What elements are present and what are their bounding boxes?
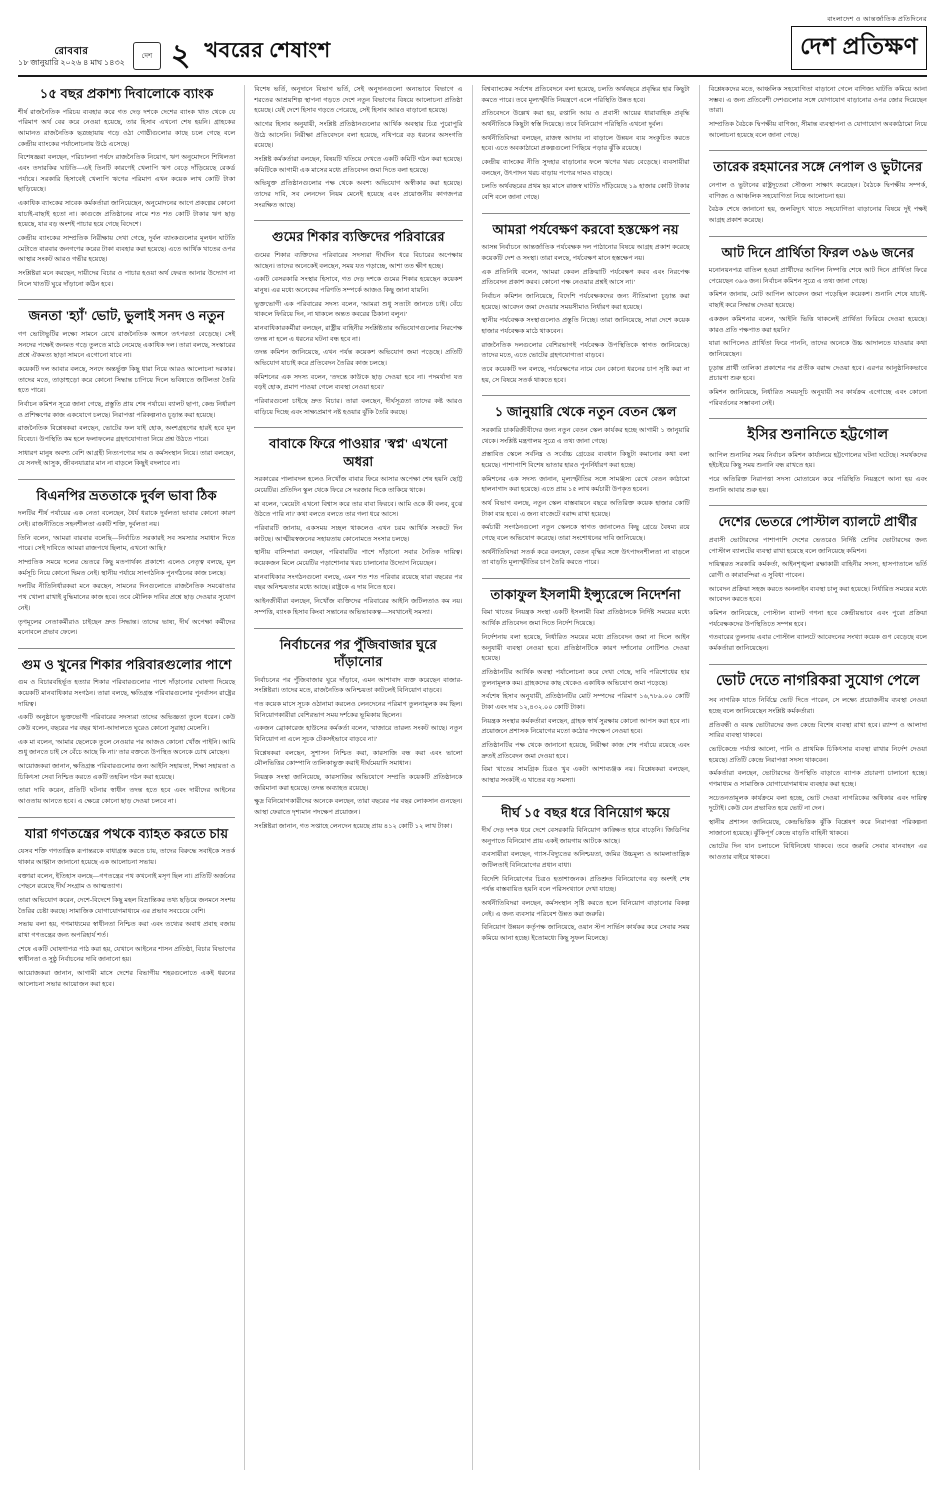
article-paragraph: অর্থনীতিবিদরা বলছেন, রাজস্ব আদায় না বাড়ালে উন্নয়ন ব্যয় সংকুচিত করতে হবে। এতে অবকাঠামো প্রকল্পগুলো পিছিয়ে পড়ার ঝুঁকি রয়েছে। <box>481 134 690 153</box>
date-block <box>18 45 125 71</box>
article-paragraph: মানবাধিকারকর্মীরা বলছেন, রাষ্ট্রীয় বাহিনীর সংশ্লিষ্টতার অভিযোগগুলোর নিরপেক্ষ তদন্ত না হলে এ ধরনের ঘটনা বন্ধ হবে না। <box>254 324 463 343</box>
article-body <box>709 696 927 863</box>
article-paragraph: রাজনৈতিক দলগুলোর বেশিরভাগই পর্যবেক্ষক উপস্থিতিকে স্বাগত জানিয়েছে। তাদের মতে, এতে ভোটের গ্রহণযোগ্যতা বাড়বে। <box>481 341 690 360</box>
article-paragraph: ভোটকেন্দ্রে পর্যাপ্ত আলো, পানি ও প্রাথমিক চিকিৎসার ব্যবস্থা রাখার নির্দেশ দেওয়া হয়েছে। প্রতিটি কেন্দ্রে নিরাপত্তা সদস্য থাকবেন। <box>708 745 927 764</box>
article-headline: জনতা 'হ্যাঁ' ভোট, ভুলাই সনদ ও নতুন <box>28 308 225 324</box>
article-paragraph: দলটির শীর্ষ পর্যায়ের এক নেতা বলেছেন, ধৈর্য ধরাকে দুর্বলতা ভাবার কোনো কারণ নেই। রাজনীতিতে সহনশীলতা একটি শক্তি, দুর্বলতা নয়। <box>18 510 236 529</box>
article-paragraph: পরিবারগুলো চাইছে দ্রুত বিচার। তারা বলছেন, দীর্ঘসূত্রতা তাদের কষ্ট আরও বাড়িয়ে দিচ্ছে এবং সাক্ষ্যপ্রমাণ নষ্ট হওয়ার ঝুঁকি তৈরি করছে। <box>254 398 463 416</box>
article <box>709 244 927 410</box>
article <box>18 656 235 808</box>
article-paragraph: প্রতিষ্ঠানটির আর্থিক অবস্থা পর্যালোচনা করে দেখা গেছে, দাবি পরিশোধের হার তুলনামূলক কম। গ্রাহকদের কাছ থেকেও একাধিক অভিযোগ জমা পড়েছে। <box>481 668 690 687</box>
article-paragraph: নিয়ন্ত্রক সংস্থা জানিয়েছে, কারসাজির অভিযোগে সম্প্রতি কয়েকটি প্রতিষ্ঠানকে জরিমানা করা হয়েছে। তদন্ত অব্যাহত রয়েছে। <box>254 773 463 792</box>
article-paragraph: বিশেষজ্ঞরা বলছেন, পরিচালনা পর্ষদে রাজনৈতিক নিয়োগ, ঋণ অনুমোদনে শিথিলতা এবং তদারকির ঘাটতি—এই তিনটি কারণেই খেলাপি ঋণ বেড়ে দাঁড়িয়েছে রেকর্ড পর্যায়ে। সরকারি হিসাবেই খেলাপি ঋণের পরিমাণ এখন কয়েক লাখ কোটি টাকা ছাড়িয়েছে। <box>18 154 236 194</box>
article-body <box>709 181 927 227</box>
article-columns <box>18 85 927 1470</box>
article <box>709 85 927 141</box>
article-paragraph: কয়েকটি দল আবার বলছে, সনদে অন্তর্ভুক্ত কিছু ধারা নিয়ে আরও আলোচনা দরকার। তাদের মতে, তাড়াহুড়ো করে কোনো সিদ্ধান্ত চাপিয়ে দিলে ভবিষ্যতে জটিলতা তৈরি হতে পারে। <box>18 365 236 395</box>
article <box>482 403 690 569</box>
article-divider <box>18 299 235 300</box>
article-headline: ১ জানুয়ারি থেকে নতুন বেতন স্কেল <box>494 404 677 420</box>
article-paragraph: প্রতিবন্ধী ও বয়স্ক ভোটারদের জন্য কেন্দ্রে বিশেষ ব্যবস্থা রাখা হবে। র‍্যাম্প ও আলাদা সারির ব্যবস্থা থাকবে। <box>708 721 927 740</box>
article-paragraph: তদন্ত কমিশন জানিয়েছে, এখন পর্যন্ত কয়েকশ অভিযোগ জমা পড়েছে। প্রতিটি অভিযোগ যাচাই করে প্রতিবেদন তৈরির কাজ চলছে। <box>254 349 463 367</box>
publication-date: ১৮ জানুয়ারি ২০২৬ ৪ মাঘ ১৪৩২ <box>18 58 125 68</box>
article-paragraph: বিমা খাতের নিয়ন্ত্রক সংস্থা একটি ইসলামী বিমা প্রতিষ্ঠানকে নির্দিষ্ট সময়ের মধ্যে আর্থিক প্রতিবেদন জমা দিতে নির্দেশ দিয়েছে। <box>481 609 690 628</box>
article <box>482 804 690 945</box>
article-paragraph: চূড়ান্ত প্রার্থী তালিকা প্রকাশের পর প্রতীক বরাদ্দ দেওয়া হবে। এরপর আনুষ্ঠানিকভাবে প্রচারণা শুরু হবে। <box>708 364 927 383</box>
article-paragraph: প্রস্তাবিত স্কেলে সর্বনিম্ন ও সর্বোচ্চ গ্রেডের ব্যবধান কিছুটা কমানোর কথা বলা হয়েছে। পাশাপাশি বিশেষ ভাতার হারও পুনর্নির্ধারণ করা হচ্ছে। <box>481 451 690 469</box>
article-paragraph: বিশ্লেষকরা বলছেন, সুশাসন নিশ্চিত করা, কারসাজি বন্ধ করা এবং ভালো মৌলভিত্তির কোম্পানি তালিকাভুক্ত করাই দীর্ঘমেয়াদি সমাধান। <box>254 749 463 768</box>
article-divider <box>482 395 690 396</box>
article-paragraph: সর্বশেষ হিসাব অনুযায়ী, প্রতিষ্ঠানটির মোট সম্পদের পরিমাণ ১৬,৭৮৯.০০ কোটি টাকা এবং দায় ১২,৪৩২.০০ কোটি টাকা। <box>481 693 690 711</box>
article-body <box>254 676 462 833</box>
article <box>709 672 927 864</box>
masthead-kicker: বাংলাদেশ ও আন্তর্জাতিক প্রতিদিনের <box>827 16 927 23</box>
article-divider <box>482 578 690 579</box>
article-paragraph: গত কয়েক মাসে সূচক ওঠানামা করলেও লেনদেনের পরিমাণ তুলনামূলক কম ছিল। বিনিয়োগকারীরা বেশিরভাগ সময় দর্শকের ভূমিকায় ছিলেন। <box>254 700 463 719</box>
article-divider <box>709 150 927 151</box>
article-paragraph: শীর্ষ রাজনৈতিক পরিচয় ব্যবহার করে গত দেড় দশকে দেশের ব্যাংক খাত থেকে যে পরিমাণ অর্থ বের করে নেওয়া হয়েছে, তার হিসাব এখনো শেষ হয়নি। গ্রাহকের আমানত রাজনৈতিক ছত্রচ্ছায়ায় গড়ে ওঠা গোষ্ঠীগুলোর কাছে চলে গেছে বলে কেন্দ্রীয় ব্যাংকের পর্যালোচনায় উঠে এসেছে। <box>18 108 236 148</box>
article-paragraph: অভিযুক্ত প্রতিষ্ঠানগুলোর পক্ষ থেকে অবশ্য অভিযোগ অস্বীকার করা হয়েছে। তাদের দাবি, সব লেনদেন নিয়ম মেনেই হয়েছে এবং প্রয়োজনীয় কাগজপত্র সংরক্ষিত আছে। <box>254 180 463 209</box>
article-headline: আট দিনে প্রার্থিতা ফিরল ৩৯৬ জনের <box>721 244 915 260</box>
column-3 <box>473 85 700 1470</box>
article <box>709 426 927 496</box>
article-divider <box>482 213 690 214</box>
article-body <box>709 451 927 497</box>
article-paragraph: তিনি বলেন, 'আমরা বারবার বলেছি—নির্বাচিত সরকারই সব সমস্যার সমাধান দিতে পারে। সেই দাবিতে আমরা রাজপথে ছিলাম, এখনো আছি।' <box>18 534 236 553</box>
column-2 <box>245 85 472 1470</box>
article-paragraph: স্থানীয় পর্যবেক্ষক সংস্থাগুলোও প্রস্তুতি নিচ্ছে। তারা জানিয়েছে, সারা দেশে কয়েক হাজার পর্যবেক্ষক মাঠে থাকবেন। <box>481 317 690 335</box>
article-body <box>254 85 462 211</box>
article-paragraph: শেষে একটি ঘোষণাপত্র পাঠ করা হয়, যেখানে আইনের শাসন প্রতিষ্ঠা, বিচার বিভাগের স্বাধীনতা ও সুষ্ঠু নির্বাচনের দাবি জানানো হয়। <box>18 945 236 964</box>
article-paragraph: নেপাল ও ভুটানের রাষ্ট্রদূতেরা সৌজন্য সাক্ষাৎ করেছেন। বৈঠকে দ্বিপক্ষীয় সম্পর্ক, বাণিজ্য ও আঞ্চলিক সহযোগিতা নিয়ে আলোচনা হয়। <box>708 181 927 200</box>
article-paragraph: দায়িত্বরত সরকারি কর্মকর্তা, আইনশৃঙ্খলা রক্ষাকারী বাহিনীর সদস্য, হাসপাতালে ভর্তি রোগী ও কারাবন্দিরা এ সুবিধা পাবেন। <box>708 561 927 580</box>
logo-icon: দেশ <box>133 42 161 70</box>
article-paragraph: অর্থনীতিবিদরা বলছেন, কর্মসংস্থান সৃষ্টি করতে হলে বিনিয়োগ বাড়ানোর বিকল্প নেই। এ জন্য ব্যবসার পরিবেশ উন্নত করা জরুরি। <box>481 900 690 918</box>
article-paragraph: পরিবারটি জানায়, একসময় সচ্ছল থাকলেও এখন চরম আর্থিক সংকটে দিন কাটছে। আত্মীয়স্বজনের সহায়তায় কোনোমতে সংসার চলছে। <box>254 525 463 543</box>
article-paragraph: দীর্ঘ দেড় দশক ধরে দেশে বেসরকারি বিনিয়োগ কাঙ্ক্ষিত হারে বাড়েনি। জিডিপির অনুপাতে বিনিয়োগ প্রায় একই জায়গায় আটকে আছে। <box>481 827 690 845</box>
article-paragraph: সরকারের পালাবদল হলেও নিখোঁজ বাবার ফিরে আসার অপেক্ষা শেষ হয়নি ছোট্ট মেয়েটির। প্রতিদিন স্কুল থেকে ফিরে সে দরজার দিকে তাকিয়ে থাকে। <box>254 476 463 495</box>
article-headline: আমরা পর্যবেক্ষণ করবো হস্তক্ষেপ নয় <box>492 221 679 237</box>
article-divider <box>709 505 927 506</box>
article-paragraph: প্রবাসী ভোটারদের পাশাপাশি দেশের ভেতরেও নির্দিষ্ট শ্রেণির ভোটারদের জন্য পোস্টাল ব্যালটের ব্যবস্থা রাখা হয়েছে বলে জানিয়েছে কমিশন। <box>708 537 927 555</box>
article-body <box>18 108 235 291</box>
article-paragraph: বিশ্লেষকদের মতে, আঞ্চলিক সহযোগিতা বাড়ানো গেলে বাণিজ্য ঘাটতি কমিয়ে আনা সম্ভব। এ জন্য প্রতিবেশী দেশগুলোর সঙ্গে যোগাযোগ বাড়ানোর ওপর জোর দিয়েছেন তারা। <box>708 86 927 115</box>
article-paragraph: নির্বাচনের পর পুঁজিবাজার ঘুরে দাঁড়াবে, এমন আশাবাদ ব্যক্ত করেছেন বাজার-সংশ্লিষ্টরা। তাদের মতে, রাজনৈতিক অনিশ্চয়তা কাটলেই বিনিয়োগ বাড়বে। <box>254 676 463 695</box>
article <box>18 487 235 639</box>
article-headline: ১৫ বছর প্রকাশ্য দিবালোকে ব্যাংক <box>39 86 214 101</box>
article-divider <box>709 236 927 237</box>
article-paragraph: আসন্ন নির্বাচনে আন্তর্জাতিক পর্যবেক্ষক দল পাঠানোর বিষয়ে আগ্রহ প্রকাশ করেছে কয়েকটি দেশ ও সংস্থা। তারা বলছে, পর্যবেক্ষণ মানে হস্তক্ষেপ নয়। <box>481 244 690 262</box>
article-divider <box>482 796 690 797</box>
article-paragraph: কমিশন জানিয়েছে, পোস্টাল ব্যালট গণনা হবে কেন্দ্রীয়ভাবে এবং পুরো প্রক্রিয়া পর্যবেক্ষকদের উপস্থিতিতে সম্পন্ন হবে। <box>708 610 927 628</box>
article-paragraph: বিশেষ ভর্তি, অনুদানে বিভাগ ভর্তি, সেই অনুদানগুলো অন্যভাবে বিভাগে এ শরতের আশ্রয়শিল্প স্থাপনা গড়তে দেশে নতুন বিভাগের বিষয়ে আলোচনা প্রতিষ্ঠা হয়েছে। যেই দেশে হিসাব গড়তে পেরেছে, সেই হিসাব আরও বাড়ানো হয়েছে। <box>254 86 463 115</box>
article-divider <box>709 664 927 665</box>
article-paragraph: সংশ্লিষ্টরা মনে করছেন, দায়ীদের বিচার ও পাচার হওয়া অর্থ ফেরত আনার উদ্যোগ না নিলে খাতটি ঘুরে দাঁড়ানো কঠিন হবে। <box>18 269 236 288</box>
article-headline: গুম ও খুনের শিকার পরিবারগুলোর পাশে <box>21 656 232 672</box>
article-headline: বাবাকে ফিরে পাওয়ার 'স্বপ্ন' এখনো অধরা <box>269 436 448 469</box>
article-headline: ভোট দেতে নাগরিকরা সুযোগ পেলে <box>716 672 920 689</box>
article-headline: ইসির শুনানিতে হট্টগোল <box>747 427 889 444</box>
article-paragraph: গুম ও বিচারবহির্ভূত হত্যার শিকার পরিবারগুলোর পাশে দাঁড়ানোর ঘোষণা দিয়েছে কয়েকটি মানবাধিকার সংগঠন। তারা বলছে, ক্ষতিগ্রস্ত পরিবারগুলোর পুনর্বাসন রাষ্ট্রের দায়িত্ব। <box>18 679 236 708</box>
article-body <box>482 85 690 204</box>
article <box>254 435 462 618</box>
article-body <box>709 85 927 141</box>
article-paragraph: প্রতিবেদনে উল্লেখ করা হয়, রপ্তানি আয় ও প্রবাসী আয়ের ধারাবাহিক প্রবৃদ্ধি অর্থনীতিকে কিছুটা স্বস্তি দিয়েছে। তবে বিনিয়োগ পরিস্থিতি এখনো দুর্বল। <box>481 110 690 129</box>
article-paragraph: অর্থনীতিবিদরা সতর্ক করে বলছেন, বেতন বৃদ্ধির সঙ্গে উৎপাদনশীলতা না বাড়লে তা বাড়তি মূল্যস্ফীতির চাপ তৈরি করতে পারে। <box>481 548 690 567</box>
article-paragraph: একজন ব্রোকারেজ হাউসের কর্মকর্তা বলেন, 'বাজারে তারল্য সংকট আছে। নতুন বিনিয়োগ না এলে সূচক টেকসইভাবে বাড়বে না।' <box>254 725 463 743</box>
article-paragraph: একজন কমিশনার বলেন, 'আইনি ভিত্তি থাকলেই প্রার্থিতা ফিরিয়ে দেওয়া হয়েছে। কারও প্রতি পক্ষপাত করা হয়নি।' <box>708 315 927 334</box>
article-divider <box>18 648 235 649</box>
article-divider <box>18 479 235 480</box>
publication-day: রোববার <box>54 45 89 57</box>
article-paragraph: যেসব শক্তি গণতান্ত্রিক রূপান্তরকে বাধাগ্রস্ত করতে চায়, তাদের বিরুদ্ধে সবাইকে সতর্ক থাকার আহ্বান জানানো হয়েছে এক আলোচনা সভায়। <box>18 848 236 866</box>
article-paragraph: পরে অতিরিক্ত নিরাপত্তা সদস্য মোতায়েন করে পরিস্থিতি নিয়ন্ত্রণে আনা হয় এবং শুনানি আবার শুরু হয়। <box>708 476 927 494</box>
article-paragraph: স্থানীয় প্রশাসন জানিয়েছে, কেন্দ্রভিত্তিক ঝুঁকি বিশ্লেষণ করে নিরাপত্তা পরিকল্পনা সাজানো হয়েছে। ঝুঁকিপূর্ণ কেন্দ্রে বাড়তি বাহিনী থাকবে। <box>708 819 927 837</box>
article-paragraph: মা বলেন, 'মেয়েটা এখনো বিশ্বাস করে তার বাবা ফিরবে। আমি ওকে কী বলব, বুঝে উঠতে পারি না।' কথা বলতে বলতে তার গলা ধরে আসে। <box>254 500 463 519</box>
article <box>709 158 927 226</box>
article <box>482 221 690 387</box>
article-paragraph: বৈঠক শেষে জানানো হয়, জলবিদ্যুৎ খাতে সহযোগিতা বাড়ানোর বিষয়ে দুই পক্ষই আগ্রহ প্রকাশ করেছে। <box>708 206 927 224</box>
article-paragraph: সাম্প্রতিক বৈঠকে দ্বিপক্ষীয় বাণিজ্য, সীমান্ত ব্যবস্থাপনা ও যোগাযোগ অবকাঠামো নিয়ে আলোচনা হয়েছে বলে জানা গেছে। <box>708 121 927 139</box>
article <box>482 586 690 787</box>
article-body <box>709 266 927 409</box>
article-paragraph: সংশ্লিষ্ট কর্মকর্তারা বলছেন, বিষয়টি খতিয়ে দেখতে একটি কমিটি গঠন করা হয়েছে। কমিটিকে আগামী এক মাসের মধ্যে প্রতিবেদন জমা দিতে বলা হয়েছে। <box>254 156 463 174</box>
article-paragraph: বিনিয়োগ উন্নয়ন কর্তৃপক্ষ জানিয়েছে, ওয়ান স্টপ সার্ভিস কার্যকর করে সেবার সময় কমিয়ে আনা হচ্ছে। ইতোমধ্যে কিছু সুফল মিলেছে। <box>481 924 690 943</box>
article-paragraph: আগের হিসাব অনুযায়ী, সংশ্লিষ্ট প্রতিষ্ঠানগুলোর আর্থিক অবস্থার চিত্র পুরোপুরি উঠে আসেনি। নিরীক্ষা প্রতিবেদনে বলা হয়েছে, নথিপত্রে বড় ধরনের অসংগতি রয়েছে। <box>254 121 463 150</box>
article-paragraph: ক্ষুদ্র বিনিয়োগকারীদের অনেকে বলছেন, তারা বছরের পর বছর লোকসান গুনছেন। আস্থা ফেরাতে দৃশ্যমান পদক্ষেপ প্রয়োজন। <box>254 798 463 816</box>
brand-logo: দেশ প্রতিক্ষণ <box>791 26 927 70</box>
article-paragraph: তারা দাবি করেন, প্রতিটি ঘটনার স্বাধীন তদন্ত হতে হবে এবং দায়ীদের আইনের আওতায় আনতে হবে। এ ক্ষেত্রে কোনো ছাড় দেওয়া চলবে না। <box>18 787 236 806</box>
section-title: খবরের শেষাংশ <box>204 38 331 62</box>
article-body <box>254 475 462 618</box>
article-paragraph: আইনজীবীরা বলছেন, নিখোঁজ ব্যক্তিদের পরিবারের আইনি জটিলতাও কম নয়। সম্পত্তি, ব্যাংক হিসাব কিংবা সন্তানের অভিভাবকত্ব—সবখানেই সমস্যা। <box>254 598 463 616</box>
article-paragraph: কেন্দ্রীয় ব্যাংকের সাম্প্রতিক নিরীক্ষায় দেখা গেছে, দুর্বল ব্যাংকগুলোর মূলধন ঘাটতি মেটাতে বারবার জনগণের করের টাকা ব্যবহার করা হয়েছে। এতে আর্থিক খাতের ওপর আস্থার সংকট আরও গভীর হয়েছে। <box>18 234 236 264</box>
article-paragraph: নির্দেশনায় বলা হয়েছে, নির্ধারিত সময়ের মধ্যে প্রতিবেদন জমা না দিলে আইন অনুযায়ী ব্যবস্থা নেওয়া হবে। প্রতিষ্ঠানটিকে কারণ দর্শানোর নোটিশও দেওয়া হয়েছে। <box>481 633 690 663</box>
article-paragraph: প্রতিষ্ঠানটির পক্ষ থেকে জানানো হয়েছে, নিরীক্ষা কাজ শেষ পর্যায়ে রয়েছে এবং দ্রুতই প্রতিবেদন জমা দেওয়া হবে। <box>481 741 690 760</box>
article-headline: যারা গণতন্ত্রের পথকে ব্যাহত করতে চায় <box>25 825 229 841</box>
article-paragraph: আবেদন প্রক্রিয়া সহজ করতে অনলাইন ব্যবস্থা চালু করা হয়েছে। নির্ধারিত সময়ের মধ্যে আবেদন করতে হবে। <box>708 585 927 604</box>
article-paragraph: স্থানীয় বাসিন্দারা বলছেন, পরিবারটির পাশে দাঁড়ানো সবার নৈতিক দায়িত্ব। কয়েকজন মিলে মেয়েটির পড়াশোনার খরচ চালানোর উদ্যোগ নিয়েছেন। <box>254 549 463 568</box>
article-paragraph: আপিল শুনানির সময় নির্বাচন কমিশন কার্যালয়ে হট্টগোলের ঘটনা ঘটেছে। সমর্থকদের হইচইয়ে কিছু সময় শুনানি বন্ধ রাখতে হয়। <box>708 451 927 470</box>
article-paragraph: কর্মচারী সংগঠনগুলো নতুন স্কেলকে স্বাগত জানালেও কিছু গ্রেডে বৈষম্য রয়ে গেছে বলে অভিযোগ করেছে। তারা সংশোধনের দাবি জানিয়েছে। <box>481 524 690 542</box>
article <box>254 636 462 833</box>
article-paragraph: আয়োজকরা জানান, ক্ষতিগ্রস্ত পরিবারগুলোর জন্য আইনি সহায়তা, শিক্ষা সহায়তা ও চিকিৎসা সেবা নিশ্চিত করতে একটি তহবিল গঠন করা হয়েছে। <box>18 763 236 781</box>
article-paragraph: সংশ্লিষ্টরা জানান, গত সপ্তাহে লেনদেন হয়েছে প্রায় ৪১২ কোটি ১২ লাখ টাকা। <box>254 822 453 830</box>
article-paragraph: নিয়ন্ত্রক সংস্থার কর্মকর্তারা বলছেন, গ্রাহক স্বার্থ সুরক্ষায় কোনো আপস করা হবে না। প্রয়োজনে প্রশাসক নিয়োগের মতো কঠোর পদক্ষেপ নেওয়া হবে। <box>481 717 690 736</box>
article-body <box>482 426 690 569</box>
article-paragraph: সাধারণ মানুষ অবশ্য বেশি আগ্রহী নিত্যপণ্যের দাম ও কর্মসংস্থান নিয়ে। তারা বলছেন, যে সনদই আসুক, জীবনযাত্রার মান না বাড়লে কিছুই বদলাবে না। <box>18 449 236 468</box>
article-paragraph: সভায় বলা হয়, গণমাধ্যমের স্বাধীনতা নিশ্চিত করা এবং তথ্যের অবাধ প্রবাহ বজায় রাখা গণতন্ত্রের জন্য অপরিহার্য শর্ত। <box>18 921 236 940</box>
article-paragraph: অর্থ বিভাগ বলছে, নতুন স্কেল বাস্তবায়নে বছরে অতিরিক্ত কয়েক হাজার কোটি টাকা ব্যয় হবে। এ জন্য বাজেটে বরাদ্দ রাখা হয়েছে। <box>481 499 690 518</box>
article <box>18 307 235 470</box>
page-number: ২ <box>170 39 191 72</box>
article-headline: দেশের ভেতরে পোস্টাল ব্যালটে প্রার্থীর <box>718 514 918 530</box>
article-paragraph: তারা অভিযোগ করেন, দেশে-বিদেশে কিছু মহল বিভ্রান্তিকর তথ্য ছড়িয়ে জনমনে সংশয় তৈরির চেষ্টা করছে। সামাজিক যোগাযোগমাধ্যমে এর প্রভাব সবচেয়ে বেশি। <box>18 897 236 915</box>
article <box>254 85 462 211</box>
article-headline: দীর্ঘ ১৫ বছর ধরে বিনিয়োগ ক্ষয়ে <box>501 804 670 820</box>
masthead-left <box>18 34 331 71</box>
article-body <box>18 847 235 990</box>
article-body <box>18 678 235 807</box>
article-paragraph: কমিশনের এক সদস্য জানান, মূল্যস্ফীতির সঙ্গে সামঞ্জস্য রেখে বেতন কাঠামো হালনাগাদ করা হয়েছে। এতে প্রায় ১৫ লাখ কর্মচারী উপকৃত হবেন। <box>481 475 690 494</box>
article-paragraph: যারা আপিলেও প্রার্থিতা ফিরে পাননি, তাদের অনেকে উচ্চ আদালতে যাওয়ার কথা জানিয়েছেন। <box>708 340 927 358</box>
article-paragraph: গুমের শিকার ব্যক্তিদের পরিবারের সদস্যরা দীর্ঘদিন ধরে বিচারের অপেক্ষায় আছেন। তাদের অনেকেই বলছেন, সময় যত গড়াচ্ছে, আশা তত ক্ষীণ হচ্ছে। <box>254 251 463 270</box>
article-paragraph: সরকারি চাকরিজীবীদের জন্য নতুন বেতন স্কেল কার্যকর হচ্ছে আগামী ১ জানুয়ারি থেকে। সংশ্লিষ্ট মন্ত্রণালয় সূত্রে এ তথ্য জানা গেছে। <box>481 426 690 445</box>
article <box>254 228 462 418</box>
article-paragraph: বিশ্বব্যাংকের সর্বশেষ প্রতিবেদনে বলা হয়েছে, চলতি অর্থবছরে প্রবৃদ্ধির হার কিছুটা কমতে পারে। তবে মূল্যস্ফীতি নিয়ন্ত্রণে এলে পরিস্থিতি উন্নত হবে। <box>481 86 690 104</box>
article-paragraph: এক প্রতিনিধি বলেন, 'আমরা কেবল প্রক্রিয়াটি পর্যবেক্ষণ করব এবং নিরপেক্ষ প্রতিবেদন প্রকাশ করব। কোনো পক্ষ নেওয়ার প্রশ্নই আসে না।' <box>481 268 690 287</box>
article-paragraph: একটি বেসরকারি সংস্থার হিসাবে, গত দেড় দশকে গুমের শিকার হয়েছেন কয়েকশ মানুষ। এর মধ্যে অনেকের পরিণতি সম্পর্কে আজও কিছু জানা যায়নি। <box>254 276 463 294</box>
article-paragraph: বক্তারা বলেন, ইতিহাস বলছে—গণতন্ত্রের পথ কখনোই মসৃণ ছিল না। প্রতিটি অর্জনের পেছনে রয়েছে দীর্ঘ সংগ্রাম ও আত্মত্যাগ। <box>18 872 236 891</box>
article-divider <box>254 427 462 428</box>
article-paragraph: ভুক্তভোগী এক পরিবারের সদস্য বলেন, 'আমরা শুধু সত্যটা জানতে চাই। বেঁচে থাকলে ফিরিয়ে দিন, না থাকলে অন্তত কবরের ঠিকানা বলুন।' <box>254 300 463 319</box>
article-body <box>482 608 690 786</box>
article-body <box>482 243 690 386</box>
article-divider <box>709 418 927 419</box>
article-paragraph: নির্বাচন কমিশন সূত্রে জানা গেছে, প্রস্তুতি প্রায় শেষ পর্যায়ে। ব্যালট ছাপা, কেন্দ্র নির্ধারণ ও প্রশিক্ষণের কাজ একযোগে চলছে। নিরাপত্তা পরিকল্পনাও চূড়ান্ত করা হয়েছে। <box>18 400 236 419</box>
article-paragraph: কেন্দ্রীয় ব্যাংকের নীতি সুদহার বাড়ানোর ফলে ঋণের খরচ বেড়েছে। ব্যবসায়ীরা বলছেন, উৎপাদন খরচ বাড়ায় পণ্যের দামও বাড়ছে। <box>481 159 690 177</box>
article-body <box>709 536 927 655</box>
article-paragraph: সব নাগরিক যাতে নির্বিঘ্নে ভোট দিতে পারেন, সে লক্ষ্যে প্রয়োজনীয় ব্যবস্থা নেওয়া হচ্ছে বলে জানিয়েছেন সংশ্লিষ্ট কর্মকর্তারা। <box>708 697 927 715</box>
article-paragraph: গণ ভোটাভুটির লক্ষ্যে সামনে রেখে রাজনৈতিক অঙ্গনে তৎপরতা বেড়েছে। সেই সনদের পক্ষেই জনমত গড়ে তুলতে মাঠে নেমেছে একাধিক দল। তারা বলছে, সংস্কারের প্রশ্নে ঐকমত্য ছাড়া সামনে এগোনো যাবে না। <box>18 330 236 360</box>
article-paragraph: বিদেশি বিনিয়োগের চিত্রও হতাশাজনক। প্রতিশ্রুত বিনিয়োগের বড় অংশই শেষ পর্যন্ত বাস্তবায়িত হয়নি বলে পরিসংখ্যানে দেখা যাচ্ছে। <box>481 875 690 894</box>
article-paragraph: নির্বাচন কমিশন জানিয়েছে, বিদেশি পর্যবেক্ষকদের জন্য নীতিমালা চূড়ান্ত করা হয়েছে। আবেদন জমা দেওয়ার সময়সীমাও নির্ধারণ করা হয়েছে। <box>481 292 690 311</box>
article-paragraph: গতবারের তুলনায় এবার পোস্টাল ব্যালটে আবেদনের সংখ্যা কয়েক গুণ বেড়েছে বলে কর্মকর্তারা জানিয়েছেন। <box>708 634 927 653</box>
article-body <box>254 251 462 418</box>
article-paragraph: কমিশন জানায়, মোট আপিল আবেদন জমা পড়েছিল কয়েকশ। শুনানি শেষে যাচাই-বাছাই করে সিদ্ধান্ত দেওয়া হয়েছে। <box>708 291 927 310</box>
masthead <box>18 14 927 77</box>
article-paragraph: ব্যবসায়ীরা বলছেন, গ্যাস-বিদ্যুতের অনিশ্চয়তা, জমির উচ্চমূল্য ও আমলাতান্ত্রিক জটিলতাই বিনিয়োগের প্রধান বাধা। <box>481 851 690 870</box>
article-paragraph: এক মা বলেন, 'আমার ছেলেকে তুলে নেওয়ার পর আজও কোনো খোঁজ পাইনি। আমি শুধু জানতে চাই সে বেঁচে আছে কি না।' তার বক্তব্যে উপস্থিত অনেকে চোখ মোছেন। <box>18 738 236 757</box>
article-paragraph: বিমা খাতের সামগ্রিক চিত্রও খুব একটা আশাব্যঞ্জক নয়। বিশ্লেষকরা বলছেন, আস্থার সংকটই এ খাতের বড় সমস্যা। <box>481 766 690 784</box>
article <box>709 513 927 654</box>
article-headline: বিএনপির ভ্রততাকে দুর্বল ভাবা ঠিক <box>36 487 217 503</box>
article-headline: গুমের শিকার ব্যক্তিদের পরিবারের <box>272 229 445 245</box>
article-paragraph: একাধিক ব্যাংকের সাবেক কর্মকর্তারা জানিয়েছেন, অনুমোদনের আগে প্রকল্পের কোনো যাচাই-বাছাই হতো না। কাগুজে প্রতিষ্ঠানের নামে শত শত কোটি টাকার ঋণ ছাড় হয়েছে, যার বড় অংশই পাচার হয়ে গেছে বিদেশে। <box>18 199 236 229</box>
article-divider <box>254 628 462 629</box>
article-paragraph: রাজনৈতিক বিশ্লেষকরা বলছেন, ভোটের ফল যাই হোক, অংশগ্রহণের হারই হবে মূল বিবেচ্য। উপস্থিতি কম হলে ফলাফলের গ্রহণযোগ্যতা নিয়ে প্রশ্ন উঠতে পারে। <box>18 425 236 443</box>
article-headline: নির্বাচনের পর পুঁজিবাজার ঘুরে দাঁড়ানোর <box>279 636 437 670</box>
article-paragraph: তবে কয়েকটি দল বলছে, পর্যবেক্ষণের নামে যেন কোনো ধরনের চাপ সৃষ্টি করা না হয়, সে বিষয়ে সতর্ক থাকতে হবে। <box>481 365 690 384</box>
article-paragraph: কমিশন জানিয়েছে, নির্ধারিত সময়সূচি অনুযায়ী সব কার্যক্রম এগোচ্ছে এবং কোনো পরিবর্তনের সম্ভাবনা নেই। <box>708 388 927 407</box>
article <box>18 825 235 991</box>
article-headline: তারেক রহমানের সঙ্গে নেপাল ও ভুটানের <box>713 159 923 175</box>
article-paragraph: চলতি অর্থবছরের প্রথম ছয় মাসে রাজস্ব ঘাটতি দাঁড়িয়েছে ১৯ হাজার কোটি টাকার বেশি বলে জানা গেছে। <box>481 183 690 202</box>
article-paragraph: তৃণমূলের নেতাকর্মীরাও চাইছেন দ্রুত সিদ্ধান্ত। তাদের ভাষ্য, দীর্ঘ অপেক্ষা কর্মীদের মনোবলে প্রভাব ফেলে। <box>18 618 236 637</box>
article-paragraph: একটি অনুষ্ঠানে ভুক্তভোগী পরিবারের সদস্যরা তাদের অভিজ্ঞতা তুলে ধরেন। কেউ কেউ বলেন, বছরের পর বছর থানা-আদালতে ঘুরেও কোনো সুরাহা মেলেনি। <box>18 714 236 733</box>
masthead-right <box>791 14 927 71</box>
article-body <box>18 330 235 470</box>
article-paragraph: মানবাধিকার সংগঠনগুলো বলছে, এমন শত শত পরিবার রয়েছে যারা বছরের পর বছর অনিশ্চয়তার মধ্যে আছে। রাষ্ট্রকে এ দায় নিতে হবে। <box>254 573 463 592</box>
article-paragraph: মনোনয়নপত্র বাতিল হওয়া প্রার্থীদের আপিল নিষ্পত্তি শেষে আট দিনে প্রার্থিতা ফিরে পেয়েছেন ৩৯৬ জন। নির্বাচন কমিশন সূত্রে এ তথ্য জানা গেছে। <box>708 267 927 285</box>
article-paragraph: কমিশনের এক সদস্য বলেন, 'তদন্তে কাউকে ছাড় দেওয়া হবে না। পদমর্যাদা যত বড়ই হোক, প্রমাণ পাওয়া গেলে ব্যবস্থা নেওয়া হবে।' <box>254 373 463 392</box>
article-body <box>18 509 235 638</box>
article-paragraph: ভোটের দিন যান চলাচলে বিধিনিষেধ থাকবে। তবে জরুরি সেবার যানবাহন এর আওতার বাইরে থাকবে। <box>708 843 927 862</box>
article-paragraph: সচেতনতামূলক কার্যক্রমে বলা হচ্ছে, ভোট দেওয়া নাগরিকের অধিকার এবং দায়িত্ব দুটোই। কেউ যেন প্রভাবিত হয়ে ভোট না দেন। <box>708 794 927 813</box>
article-paragraph: কর্মকর্তারা বলছেন, ভোটারদের উপস্থিতি বাড়াতে ব্যাপক প্রচারণা চালানো হচ্ছে। গণমাধ্যম ও সামাজিক যোগাযোগমাধ্যম ব্যবহার করা হচ্ছে। <box>708 770 927 788</box>
article-headline: তাকাফুল ইসলামী ইন্স্যুরেন্সে নিদের্শনা <box>490 586 681 602</box>
article-paragraph: আয়োজকরা জানান, আগামী মাসে দেশের বিভাগীয় শহরগুলোতে একই ধরনের আলোচনা সভার আয়োজন করা হবে। <box>18 970 236 988</box>
column-1 <box>18 85 245 1470</box>
article-paragraph: সাম্প্রতিক সময়ে দলের ভেতরে কিছু মতপার্থক্য প্রকাশ্যে এলেও নেতৃত্ব বলছে, মূল কর্মসূচি নিয়ে কোনো দ্বিমত নেই। স্থানীয় পর্যায়ে সাংগঠনিক পুনর্গঠনের কাজ চলছে। <box>18 559 236 577</box>
article <box>18 85 235 290</box>
article-paragraph: দলটির নীতিনির্ধারকরা মনে করছেন, সামনের দিনগুলোতে রাজনৈতিক সমঝোতার পথ খোলা রাখাই বুদ্ধিমানের কাজ হবে। তবে মৌলিক দাবির প্রশ্নে ছাড় দেওয়ার সুযোগ নেই। <box>18 583 236 612</box>
column-4 <box>700 85 927 1470</box>
article <box>482 85 690 204</box>
article-divider <box>254 220 462 221</box>
article-divider <box>18 817 235 818</box>
article-body <box>482 826 690 945</box>
